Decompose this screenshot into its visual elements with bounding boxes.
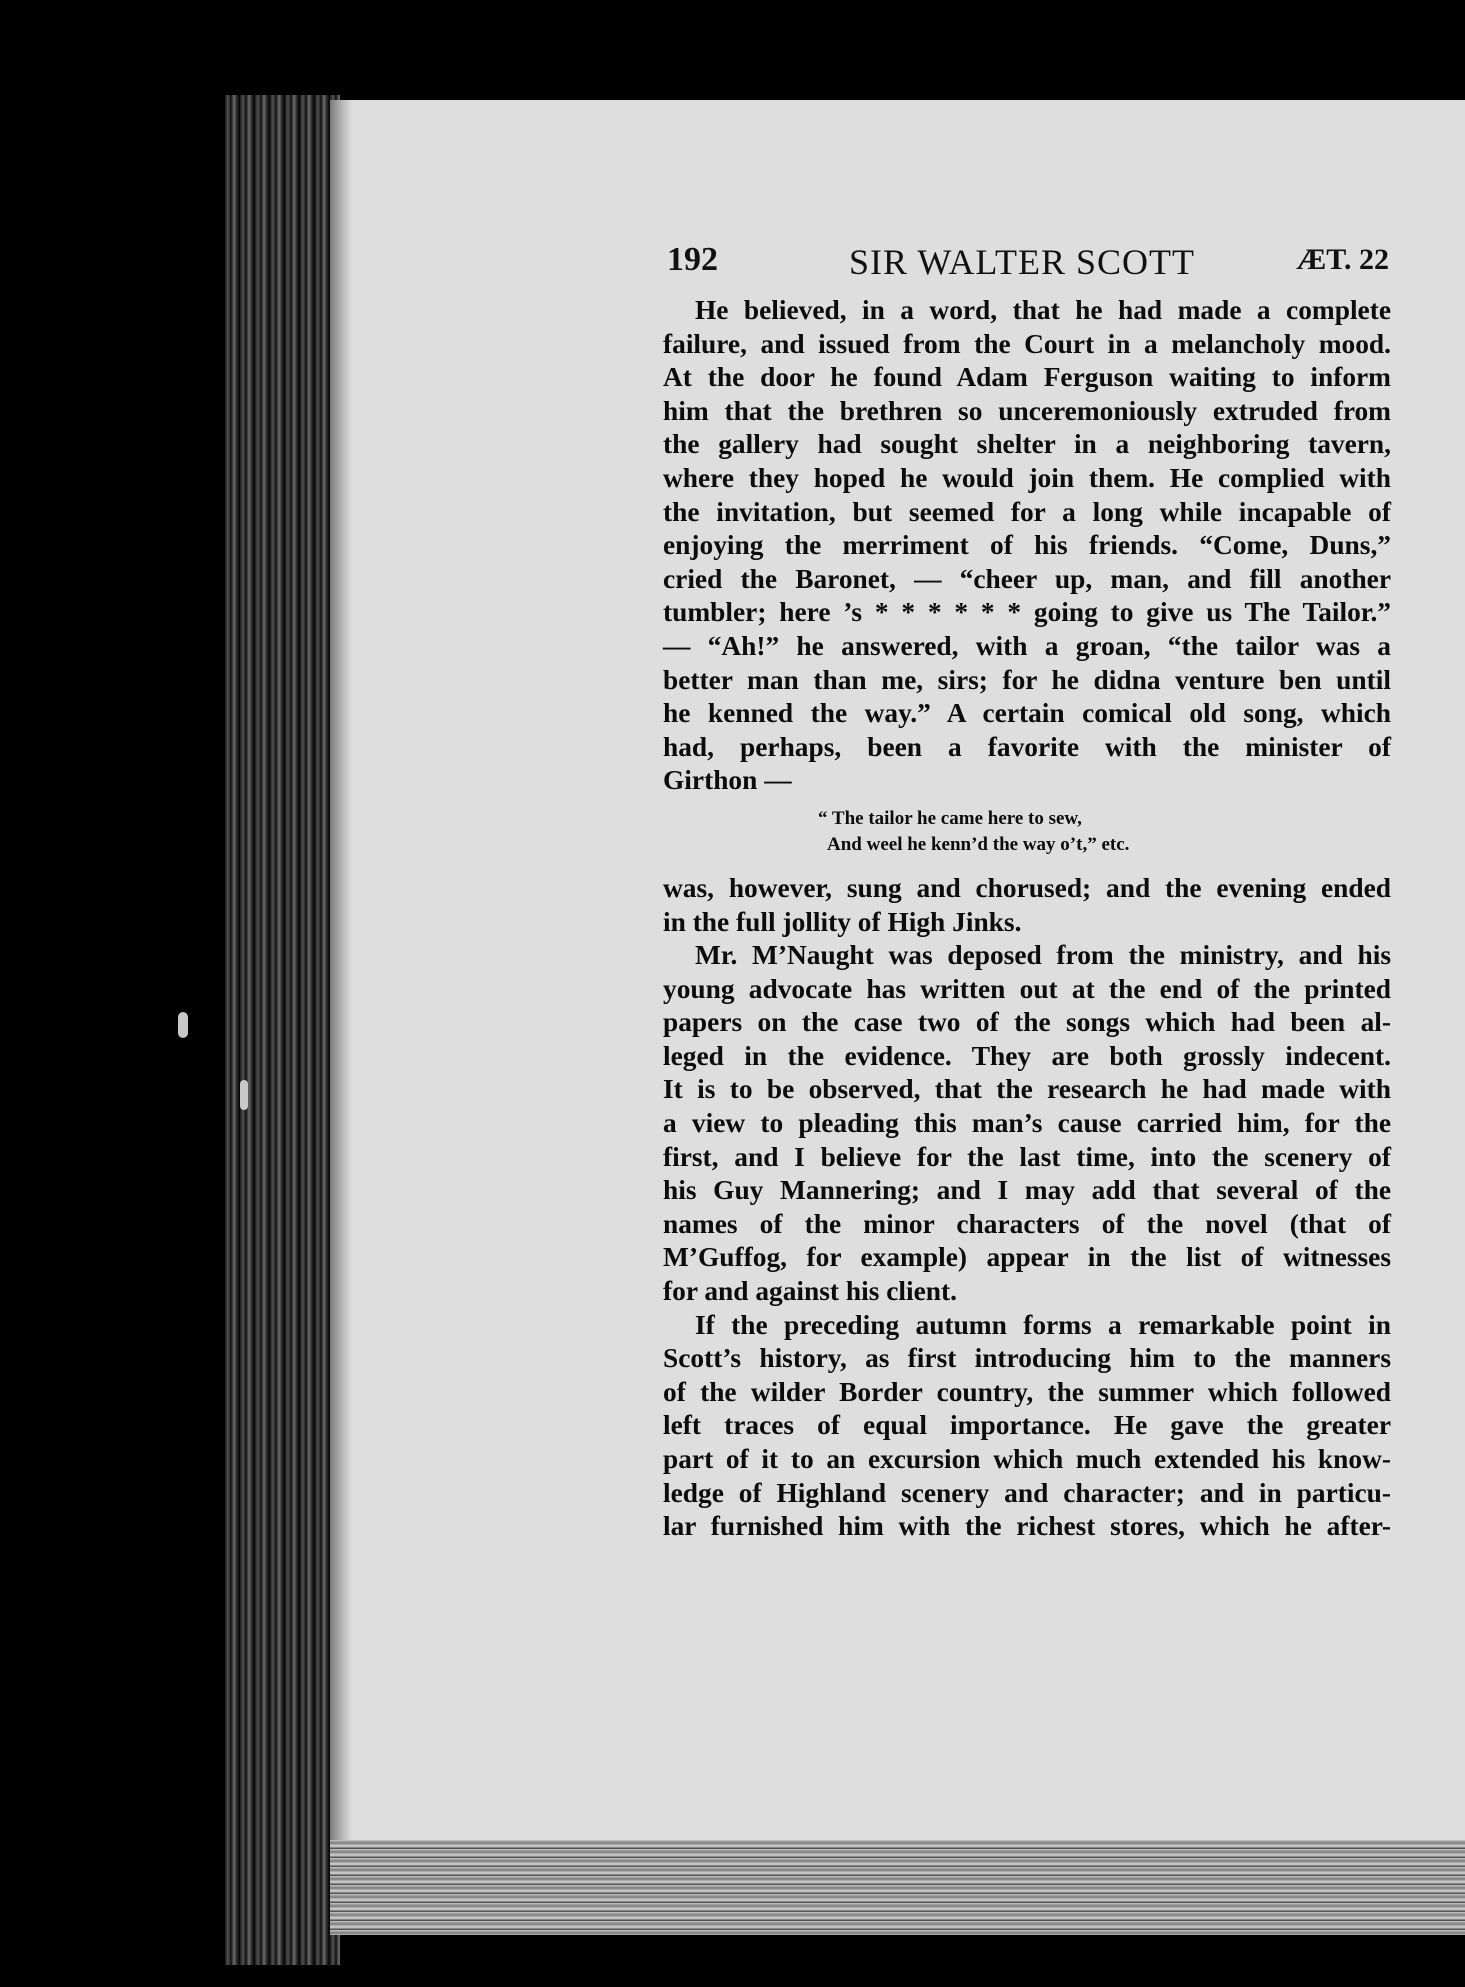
verse-line: And weel he kenn’d the way o’t,” etc. <box>827 833 1130 855</box>
text-line: papers on the case two of the songs which had been al- <box>663 1007 1391 1038</box>
verse-line: “ The tailor he came here to sew, <box>818 807 1082 829</box>
text-line: in the full jollity of High Jinks. <box>663 906 1022 937</box>
text-line: of the wilder Border country, the summer which followed <box>663 1376 1391 1407</box>
text-line: Scott’s history, as first introducing him to the manners <box>663 1343 1391 1374</box>
text-line: M’Guffog, for example) appear in the list of witnesses <box>663 1242 1391 1273</box>
page-number: 192 <box>667 241 718 278</box>
paragraph-3 <box>663 939 1391 1309</box>
running-title: SIR WALTER SCOTT <box>848 242 1196 282</box>
text-line: his Guy Mannering; and I may add that several of the <box>663 1175 1391 1206</box>
paragraph-4 <box>663 1309 1391 1544</box>
text-line: first, and I believe for the last time, into the scenery of <box>663 1141 1391 1172</box>
text-line: tumbler; here ’s * * * * * * going to give us The Tailor.” <box>663 597 1391 628</box>
text-line: had, perhaps, been a favorite with the minister of <box>663 731 1391 762</box>
text-line: the gallery had sought shelter in a neighboring tavern, <box>663 429 1391 460</box>
text-line: the invitation, but seemed for a long while incapable of <box>663 496 1391 527</box>
age-marker: ÆT. 22 <box>1296 243 1389 276</box>
margin-speck <box>178 1012 188 1038</box>
text-line: leged in the evidence. They are both grossly indecent. <box>663 1040 1391 1071</box>
text-line: left traces of equal importance. He gave the greater <box>663 1410 1391 1441</box>
text-line: part of it to an excursion which much extended his know- <box>663 1444 1391 1474</box>
text-line: At the door he found Adam Ferguson waiting to inform <box>663 362 1391 393</box>
paragraph-1 <box>663 294 1391 798</box>
text-line: better man than me, sirs; for he didna venture ben until <box>663 664 1391 695</box>
paragraph-2 <box>663 872 1391 939</box>
text-line: was, however, sung and chorused; and the evening ended <box>663 872 1391 903</box>
page-edges <box>330 1840 1465 1935</box>
running-header <box>667 241 1389 285</box>
verse-quotation <box>663 806 1391 858</box>
text-line: — “Ah!” he answered, with a groan, “the tailor was a <box>663 630 1391 661</box>
text-line: It is to be observed, that the research he had made with <box>663 1074 1391 1105</box>
text-line: a view to pleading this man’s cause carried him, for the <box>663 1108 1391 1139</box>
body-text <box>663 294 1391 1544</box>
text-line: cried the Baronet, — “cheer up, man, and fill another <box>663 563 1391 594</box>
text-line: young advocate has written out at the end of the printed <box>663 973 1391 1004</box>
text-line: Girthon — <box>663 765 792 796</box>
text-line: Mr. M’Naught was deposed from the ministry, and his <box>695 940 1391 971</box>
text-line: failure, and issued from the Court in a melancholy mood. <box>663 328 1391 359</box>
text-line: If the preceding autumn forms a remarkable point in <box>695 1309 1391 1340</box>
text-line: he kenned the way.” A certain comical old song, which <box>663 698 1391 729</box>
text-line: enjoying the merriment of his friends. “Come, Duns,” <box>663 530 1391 561</box>
text-line: names of the minor characters of the novel (that of <box>663 1208 1391 1239</box>
text-line: lar furnished him with the richest stores, which he after- <box>663 1511 1391 1542</box>
margin-speck <box>240 1080 248 1110</box>
book-spine <box>225 95 340 1965</box>
text-line: He believed, in a word, that he had made a complete <box>695 295 1391 325</box>
page-gutter-shadow <box>330 100 352 1845</box>
text-line: for and against his client. <box>663 1276 957 1307</box>
text-line: ledge of Highland scenery and character; and in particu- <box>663 1477 1391 1508</box>
text-line: him that the brethren so unceremoniously extruded from <box>663 395 1391 426</box>
text-line: where they hoped he would join them. He complied with <box>663 462 1391 493</box>
